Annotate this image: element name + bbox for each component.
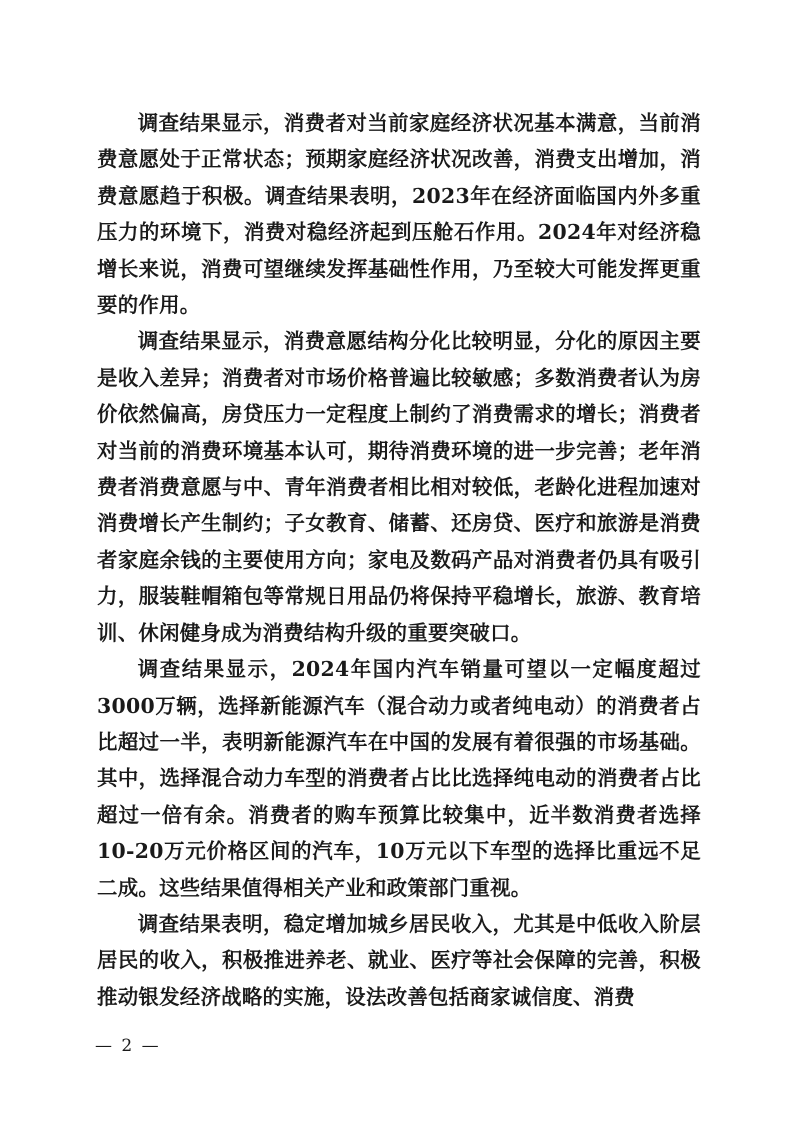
document-body [97, 105, 701, 1015]
paragraph-1: 调查结果显示，消费者对当前家庭经济状况基本满意，当前消费意愿处于正常状态；预期家庭经济状况改善，消费支出增加，消费意愿趋于积极。调查结果表明，2023年在经济面临国内外多重压力的环境下，消费对稳经济起到压舱石作用。2024年对经济稳增长来说，消费可望继续发挥基础性作用，乃至较大可能发挥更重要的作用。 [97, 111, 701, 318]
paragraph-4: 调查结果表明，稳定增加城乡居民收入，尤其是中低收入阶层居民的收入，积极推进养老、就业、医疗等社会保障的完善，积极推动银发经济战略的实施，设法改善包括商家诚信度、消费 [97, 911, 701, 1009]
page-number: — 2 — [95, 1036, 161, 1056]
paragraph-2: 调查结果显示，消费意愿结构分化比较明显，分化的原因主要是收入差异；消费者对市场价格普遍比较敏感；多数消费者认为房价依然偏高，房贷压力一定程度上制约了消费需求的增长；消费者对当前的消费环境基本认可，期待消费环境的进一步完善；老年消费者消费意愿与中、青年消费者相比相对较低，老龄化进程加速对消费增长产生制约；子女教育、储蓄、还房贷、医疗和旅游是消费者家庭余钱的主要使用方向；家电及数码产品对消费者仍具有吸引力，服装鞋帽箱包等常规日用品仍将保持平稳增长，旅游、教育培训、休闲健身成为消费结构升级的重要突破口。 [97, 329, 701, 645]
paragraph-3: 调查结果显示，2024年国内汽车销量可望以一定幅度超过3000万辆，选择新能源汽车（混合动力或者纯电动）的消费者占比超过一半，表明新能源汽车在中国的发展有着很强的市场基础。其中，选择混合动力车型的消费者占比比选择纯电动的消费者占比超过一倍有余。消费者的购车预算比较集中，近半数消费者选择10-20万元价格区间的汽车，10万元以下车型的选择比重远不足二成。这些结果值得相关产业和政策部门重视。 [97, 657, 701, 900]
